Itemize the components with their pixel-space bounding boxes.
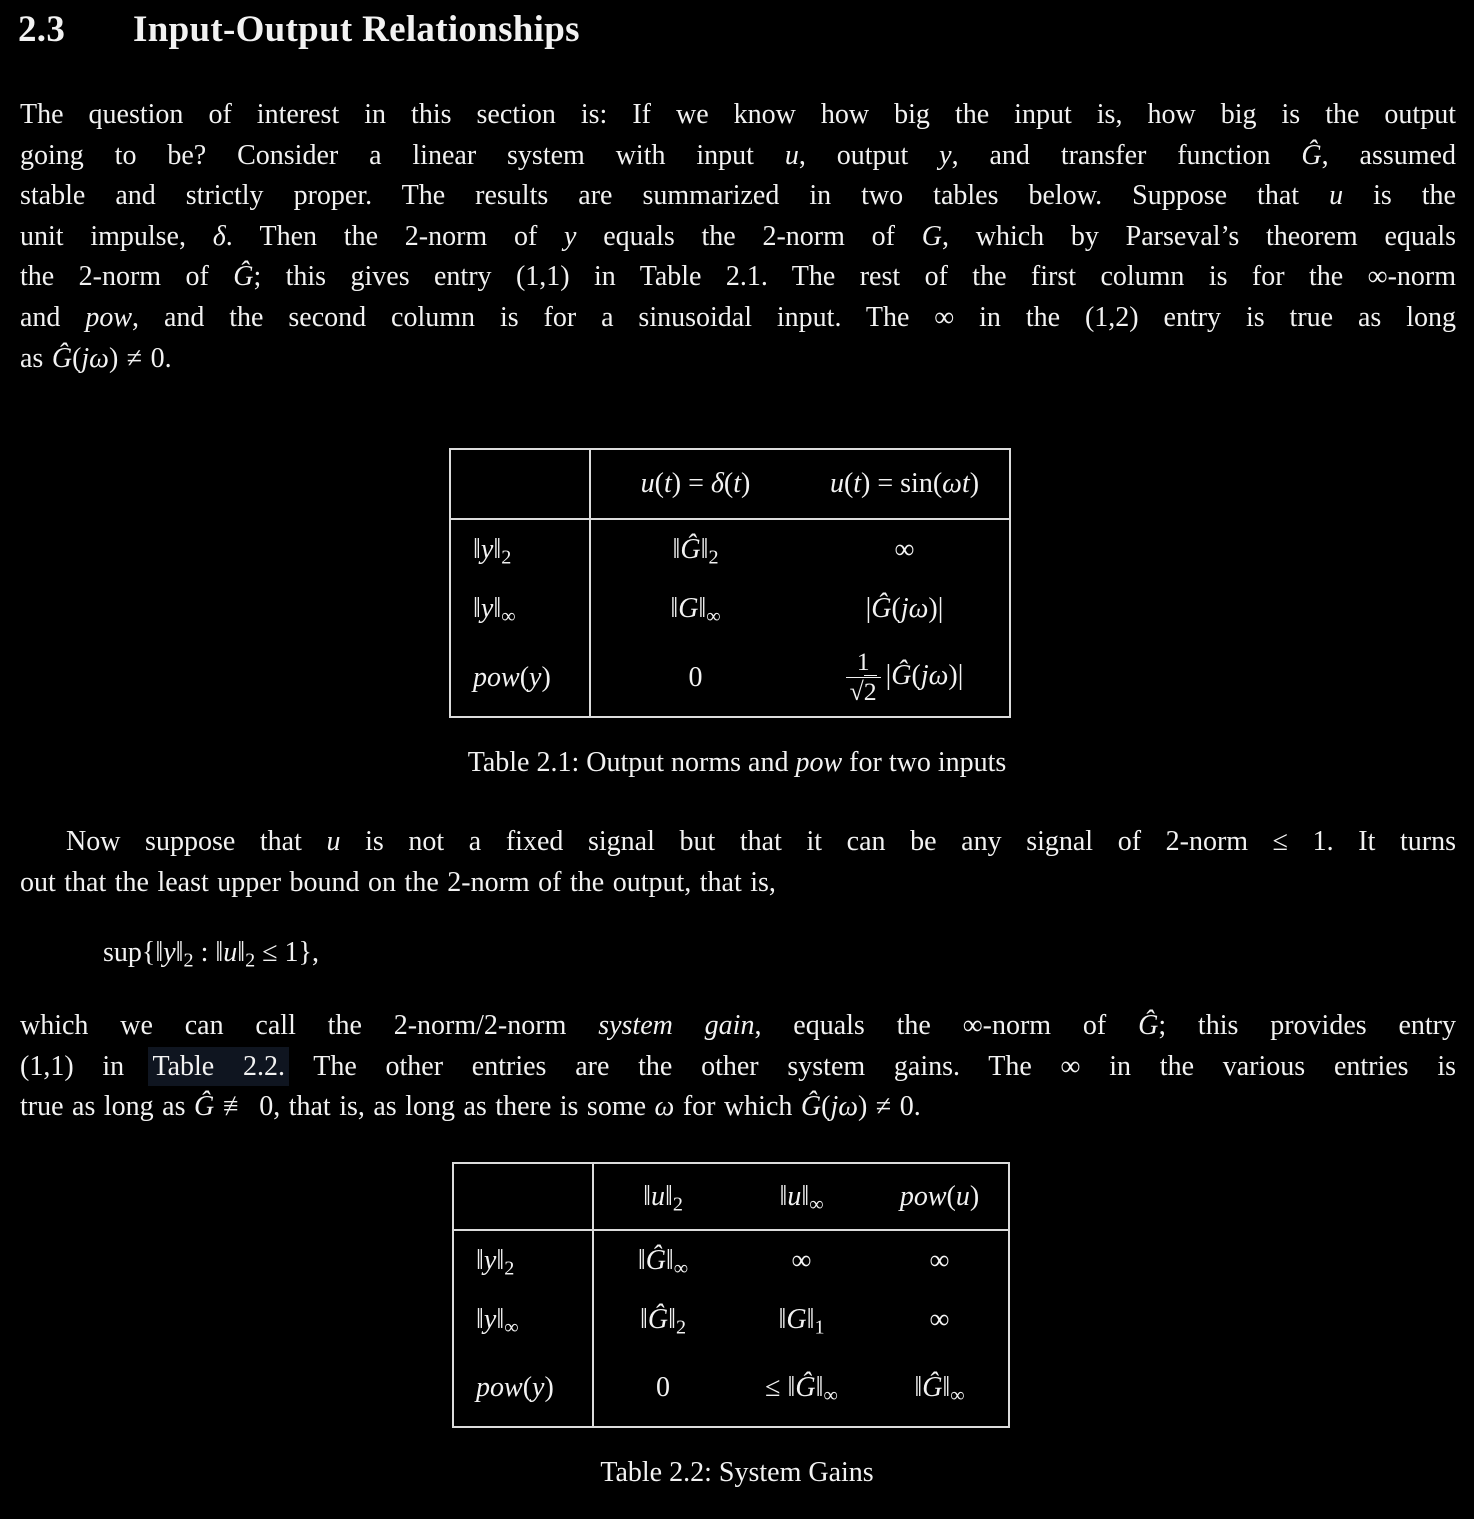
- paragraph-system-gain: [20, 1006, 1456, 1128]
- table-2-1: [449, 448, 1011, 718]
- table-2-2: [452, 1162, 1010, 1428]
- text-line: (1,1) in Table 2.2. The other entries are the other system gains. The ∞ in the various entries is: [20, 1050, 1457, 1082]
- column-header: pow(u): [871, 1163, 1009, 1230]
- paragraph-suppose: [20, 822, 1456, 903]
- table-row: [453, 1350, 1009, 1427]
- row-header: $‖y‖_2$: [453, 1230, 593, 1290]
- table-cell: $‖G‖_1$: [778, 1304, 825, 1339]
- section-title: Input-Output Relationships: [133, 9, 580, 50]
- row-header: pow(y): [450, 639, 590, 717]
- column-header: u(t) = δ(t): [590, 449, 800, 519]
- table-cell: $‖Ĝ‖_\infty$: [914, 1372, 965, 1407]
- table-2-2-link[interactable]: Table 2.2.: [152, 1050, 285, 1082]
- text-line: out that the least upper bound on the 2-norm of the output, that is,: [20, 866, 776, 898]
- row-header: $‖y‖_\infty$: [453, 1290, 593, 1350]
- table-corner-cell: [453, 1163, 593, 1230]
- table-cell: $‖Ĝ‖_2$: [672, 533, 719, 569]
- table-cell: 0: [688, 661, 703, 693]
- text-line: stable and strictly proper. The results are summarized in two tables below. Suppose that u is the: [20, 180, 1456, 212]
- table-row: [450, 639, 1010, 717]
- table-cell: ∞: [929, 1244, 950, 1276]
- table-2-2-caption: Table 2.2: System Gains: [600, 1457, 874, 1488]
- row-header: $‖y‖_2$: [450, 519, 590, 579]
- text-line: which we can call the 2-norm/2-norm system gain, equals the ∞-norm of Ĝ; this provides entry: [20, 1010, 1457, 1041]
- table-row: [453, 1290, 1009, 1350]
- table-cell: ∞: [791, 1244, 812, 1276]
- text-line: going to be? Consider a linear system with input u, output y, and transfer function Ĝ, assumed: [20, 139, 1456, 171]
- table-cell: $‖Ĝ‖_\infty$: [637, 1244, 689, 1280]
- table-2-1-caption: Table 2.1: Output norms and pow for two inputs: [467, 747, 1007, 778]
- text-line: and pow, and the second column is for a sinusoidal input. The ∞ in the (1,2) entry is true as long: [20, 301, 1456, 333]
- text-line: as Ĝ(jω) ≠ 0.: [20, 342, 172, 374]
- text-line: Now suppose that u is not a fixed signal but that it can be any signal of 2-norm ≤ 1. It turns: [66, 826, 1456, 857]
- table-row: [450, 579, 1010, 639]
- table-corner-cell: [450, 449, 590, 519]
- text-line: the 2-norm of Ĝ; this gives entry (1,1) in Table 2.1. The rest of the first column is for the ∞-norm: [20, 261, 1456, 293]
- table-cell: |Ĝ(jω)|: [865, 593, 944, 624]
- table-cell: $‖Ĝ‖_2$: [639, 1304, 687, 1339]
- row-header: $‖y‖_\infty$: [450, 579, 590, 639]
- section-heading: [18, 8, 580, 51]
- table-cell: ∞: [894, 533, 915, 565]
- table-cell: 0: [656, 1372, 670, 1403]
- paragraph-intro: [20, 95, 1456, 379]
- column-header: u(t) = sin(ωt): [800, 449, 1010, 519]
- column-header: $‖u‖_\infty$: [732, 1163, 871, 1230]
- text-line: unit impulse, δ. Then the 2-norm of y equals the 2-norm of G, which by Parseval’s theorem equals: [20, 220, 1456, 252]
- table-cell: ≤ $‖Ĝ‖_\infty$: [765, 1372, 838, 1407]
- table-cell: ∞: [929, 1304, 950, 1335]
- display-equation: $sup\{‖y‖_2$ : $‖u‖_2 \le 1$},: [103, 937, 319, 972]
- table-row: [450, 519, 1010, 579]
- row-header: pow(y): [453, 1350, 593, 1427]
- text-line: The question of interest in this section is: If we know how big the input is, how big is the output: [20, 99, 1456, 130]
- section-number: 2.3: [18, 9, 66, 50]
- table-cell: $\frac{1}{√2}$ |Ĝ(jω)|: [800, 639, 1010, 717]
- table-cell: $‖G‖_\infty$: [670, 593, 721, 628]
- column-header: $‖u‖_2$: [593, 1163, 732, 1230]
- table-row: [453, 1230, 1009, 1290]
- text-line: true as long as Ĝ ≢ 0, that is, as long as there is some ω for which Ĝ(jω) ≠ 0.: [20, 1091, 921, 1123]
